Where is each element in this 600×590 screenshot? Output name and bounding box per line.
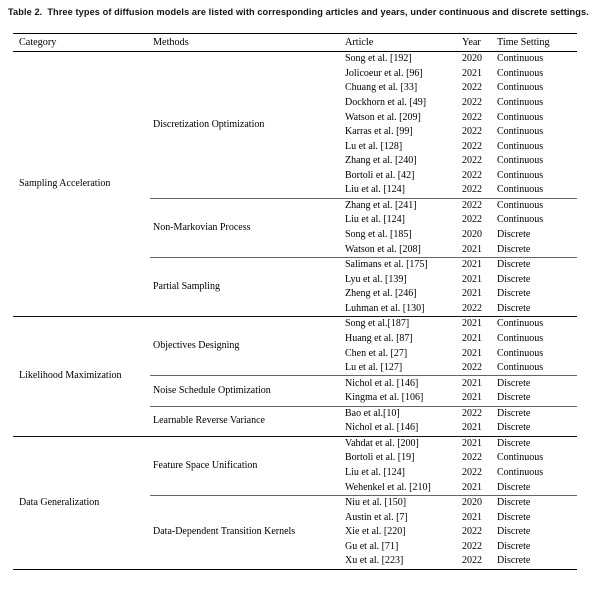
table-row	[13, 317, 577, 332]
column-header-article: Article	[342, 34, 459, 52]
year-cell: 2022	[462, 82, 482, 94]
time-setting-cell: Discrete	[494, 257, 577, 272]
article-cell: Liu et al. [124]	[345, 467, 405, 479]
time-setting-cell: Continuous	[497, 82, 544, 94]
article-cell: Chen et al. [27]	[345, 347, 408, 359]
article-cell: Lu et al. [128]	[345, 140, 403, 152]
header-row	[13, 34, 577, 52]
method-cell: Feature Space Unification	[150, 436, 342, 495]
time-setting-cell: Continuous	[494, 52, 577, 67]
time-setting-cell: Continuous	[497, 214, 544, 226]
table-caption-label: Table 2.	[8, 7, 43, 17]
year-cell: 2021	[462, 288, 482, 300]
year-cell: 2022	[462, 452, 482, 464]
time-setting-cell: Discrete	[497, 229, 531, 241]
year-cell: 2022	[462, 302, 482, 314]
time-setting-cell: Continuous	[497, 155, 544, 167]
time-setting-cell: Discrete	[497, 288, 531, 300]
column-header-category: Category	[13, 34, 150, 52]
article-cell: Huang et al. [87]	[345, 332, 413, 344]
article-cell: Salimans et al. [175]	[342, 257, 459, 272]
time-setting-cell: Discrete	[497, 392, 531, 404]
article-cell: Bao et al.[10]	[342, 406, 459, 421]
article-cell: Kingma et al. [106]	[345, 392, 424, 404]
method-cell: Objectives Designing	[150, 317, 342, 376]
year-cell: 2021	[462, 422, 482, 434]
column-header-methods: Methods	[150, 34, 342, 52]
method-cell: Discretization Optimization	[150, 52, 342, 199]
article-cell: Jolicoeur et al. [96]	[345, 67, 423, 79]
year-cell: 2022	[462, 362, 482, 374]
time-setting-cell: Continuous	[497, 169, 544, 181]
time-setting-cell: Continuous	[497, 467, 544, 479]
year-cell: 2022	[462, 96, 482, 108]
time-setting-cell: Continuous	[497, 452, 544, 464]
column-header-year: Year	[459, 34, 494, 52]
article-cell: Luhman et al. [130]	[345, 302, 425, 314]
year-cell: 2021	[462, 243, 482, 255]
article-cell: Xie et al. [220]	[345, 526, 406, 538]
article-cell: Song et al. [192]	[342, 52, 459, 67]
year-cell: 2022	[462, 555, 482, 567]
article-cell: Wehenkel et al. [210]	[345, 481, 431, 493]
method-cell: Learnable Reverse Variance	[150, 406, 342, 436]
year-cell: 2022	[462, 126, 482, 138]
time-setting-cell: Continuous	[497, 184, 544, 196]
article-cell: Liu et al. [124]	[345, 184, 405, 196]
year-cell: 2021	[462, 392, 482, 404]
time-setting-cell: Continuous	[497, 67, 544, 79]
article-cell: Gu et al. [71]	[345, 540, 399, 552]
year-cell: 2021	[462, 67, 482, 79]
time-setting-cell: Continuous	[494, 317, 577, 332]
year-cell: 2021	[462, 273, 482, 285]
time-setting-cell: Continuous	[497, 362, 544, 374]
time-setting-cell: Discrete	[497, 422, 531, 434]
year-cell: 2022	[462, 184, 482, 196]
year-cell: 2022	[462, 169, 482, 181]
article-cell: Watson et al. [209]	[345, 111, 421, 123]
article-cell: Watson et al. [208]	[345, 243, 421, 255]
article-cell: Vahdat et al. [200]	[342, 436, 459, 451]
year-cell: 2020	[459, 52, 494, 67]
article-cell: Dockhorn et al. [49]	[345, 96, 427, 108]
year-cell: 2022	[459, 406, 494, 421]
year-cell: 2022	[462, 214, 482, 226]
article-cell: Niu et al. [150]	[342, 495, 459, 510]
time-setting-cell: Continuous	[497, 126, 544, 138]
time-setting-cell: Discrete	[497, 273, 531, 285]
time-setting-cell: Continuous	[497, 332, 544, 344]
time-setting-cell: Discrete	[497, 243, 531, 255]
year-cell: 2021	[462, 481, 482, 493]
time-setting-cell: Discrete	[494, 406, 577, 421]
article-cell: Nichol et al. [146]	[342, 376, 459, 391]
article-cell: Bortoli et al. [42]	[345, 169, 415, 181]
category-cell: Likelihood Maximization	[13, 317, 150, 437]
time-setting-cell: Continuous	[497, 347, 544, 359]
article-cell: Karras et al. [99]	[345, 126, 413, 138]
year-cell: 2021	[462, 511, 482, 523]
year-cell: 2021	[459, 257, 494, 272]
article-cell: Austin et al. [7]	[345, 511, 408, 523]
year-cell: 2022	[462, 140, 482, 152]
year-cell: 2020	[459, 495, 494, 510]
article-cell: Song et al.[187]	[342, 317, 459, 332]
table-caption-text: Three types of diffusion models are listed with corresponding articles and years, under continuous and discrete settings.	[47, 7, 589, 17]
time-setting-cell: Discrete	[497, 526, 531, 538]
time-setting-cell: Discrete	[494, 436, 577, 451]
article-cell: Lu et al. [127]	[345, 362, 403, 374]
article-cell: Xu et al. [223]	[345, 555, 404, 567]
year-cell: 2022	[462, 155, 482, 167]
year-cell: 2021	[459, 436, 494, 451]
article-cell: Lyu et al. [139]	[345, 273, 407, 285]
time-setting-cell: Continuous	[497, 96, 544, 108]
diffusion-models-table	[13, 33, 577, 570]
method-cell: Noise Schedule Optimization	[150, 376, 342, 406]
year-cell: 2020	[462, 229, 482, 241]
year-cell: 2022	[462, 467, 482, 479]
year-cell: 2022	[462, 526, 482, 538]
article-cell: Zhang et al. [241]	[342, 198, 459, 213]
category-cell: Sampling Acceleration	[13, 52, 150, 317]
time-setting-cell: Discrete	[497, 481, 531, 493]
article-cell: Song et al. [185]	[345, 229, 412, 241]
time-setting-cell: Continuous	[494, 198, 577, 213]
year-cell: 2021	[462, 347, 482, 359]
year-cell: 2021	[462, 332, 482, 344]
table-row	[13, 436, 577, 451]
year-cell: 2022	[462, 111, 482, 123]
method-cell: Non-Markovian Process	[150, 198, 342, 257]
article-cell: Bortoli et al. [19]	[345, 452, 415, 464]
article-cell: Liu et al. [124]	[345, 214, 405, 226]
method-cell: Data-Dependent Transition Kernels	[150, 495, 342, 569]
table-row	[13, 52, 577, 67]
year-cell: 2022	[459, 198, 494, 213]
time-setting-cell: Discrete	[494, 376, 577, 391]
time-setting-cell: Continuous	[497, 140, 544, 152]
year-cell: 2022	[462, 540, 482, 552]
time-setting-cell: Discrete	[497, 555, 531, 567]
category-cell: Data Generalization	[13, 436, 150, 569]
article-cell: Zheng et al. [246]	[345, 288, 417, 300]
method-cell: Partial Sampling	[150, 257, 342, 316]
article-cell: Chuang et al. [33]	[345, 82, 418, 94]
time-setting-cell: Discrete	[497, 302, 531, 314]
time-setting-cell: Discrete	[497, 540, 531, 552]
article-cell: Zhang et al. [240]	[345, 155, 417, 167]
column-header-time-setting: Time Setting	[494, 34, 577, 52]
time-setting-cell: Discrete	[497, 511, 531, 523]
year-cell: 2021	[459, 376, 494, 391]
year-cell: 2021	[459, 317, 494, 332]
article-cell: Nichol et al. [146]	[345, 422, 419, 434]
table-caption	[8, 7, 594, 17]
time-setting-cell: Continuous	[497, 111, 544, 123]
time-setting-cell: Discrete	[494, 495, 577, 510]
